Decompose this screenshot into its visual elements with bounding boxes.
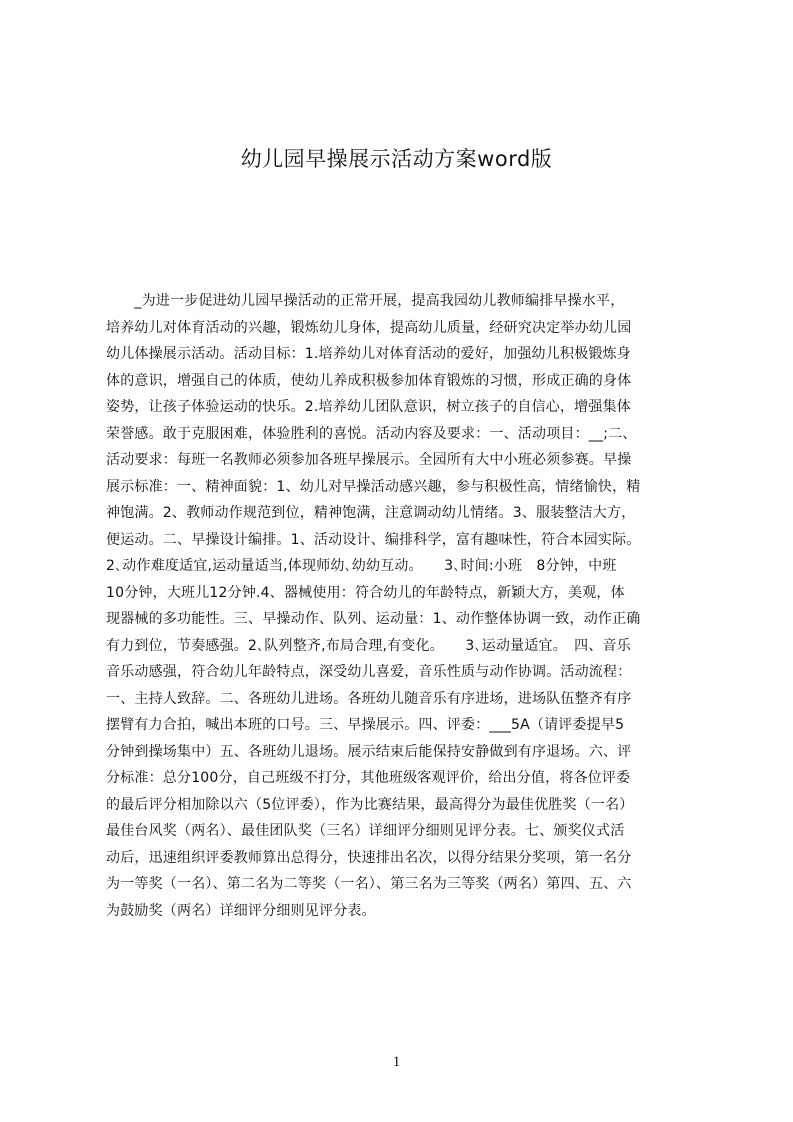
body-line: 荣誉感。敢于克服困难，体验胜利的喜悦。活动内容及要求：一、活动项目：__;二、 [106, 425, 637, 442]
document-title: 幼儿园早操展示活动方案word版 [240, 147, 553, 171]
body-line: 便运动。二、早操设计编排。1、活动设计、编排科学，富有趣味性，符合本园实际。 [106, 531, 641, 548]
body-line: 现器械的多功能性。三、早操动作、队列、运动量：1、动作整体协调一致，动作正确 [106, 611, 641, 627]
body-line: 摆臂有力合拍，喊出本班的口号。三、早操展示。四、评委：___5A（请评委提早5 [106, 717, 625, 733]
body-line: 音乐动感强，符合幼儿年龄特点，深受幼儿喜爱，音乐性质与动作协调。活动流程： [106, 664, 632, 680]
body-line: 体的意识，增强自己的体质，使幼儿养成积极参加体育锻炼的习惯，形成正确的身体 [106, 372, 632, 389]
body-line: 培养幼儿对体育活动的兴趣，锻炼幼儿身体，提高幼儿质量，经研究决定举办幼儿园 [106, 319, 632, 336]
body-line: 分标准：总分100分，自己班级不打分，其他班级客观评价，给出分值，将各位评委 [106, 770, 631, 786]
body-line: 姿势，让孩子体验运动的快乐。2.培养幼儿团队意识，树立孩子的自信心，增强集体 [106, 399, 631, 415]
body-line: 为鼓励奖（两名）详细评分细则见评分表。 [106, 902, 376, 919]
body-line: 展示标准：一、精神面貌：1、幼儿对早操活动感兴趣，参与积极性高，情绪愉快，精 [106, 478, 641, 495]
body-line: 的最后评分相加除以六（5位评委），作为比赛结果，最高得分为最佳优胜奖（一名） [106, 796, 634, 813]
body-line: 最佳台风奖（两名）、最佳团队奖（三名）详细评分细则见评分表。七、颁奖仪式活 [106, 823, 625, 839]
body-line: 一、主持人致辞。二、各班幼儿进场。各班幼儿随音乐有序进场，进场队伍整齐有序 [106, 690, 632, 707]
body-line: 神饱满。2、教师动作规范到位，精神饱满，注意调动幼儿情绪。3、服装整洁大方， [106, 505, 636, 521]
body-line: _为进一步促进幼儿园早操活动的正常开展，提高我园幼儿教师编排早操水平， [106, 293, 625, 309]
body-line: 动后，迅速组织评委教师算出总得分，快速排出名次，以得分结果分奖项，第一名分 [106, 849, 632, 866]
body-text [106, 288, 698, 948]
body-line: 幼儿体操展示活动。活动目标：1.培养幼儿对体育活动的爱好，加强幼儿积极锻炼身 [106, 346, 631, 362]
body-line: 分钟到操场集中）五、各班幼儿退场。展示结束后能保持安静做到有序退场。六、评 [106, 743, 632, 760]
body-line: 为一等奖（一名）、第二名为二等奖（一名）、第三名为三等奖（两名）第四、五、六 [106, 876, 632, 892]
page-number: 1 [392, 1054, 401, 1070]
body-line: 2､动作难度适宜,运动量适当,体现师幼､幼幼互动。 3､时间:小班 8分钟，中班 [106, 558, 617, 574]
body-line: 活动要求：每班一名教师必须参加各班早操展示。全园所有大中小班必须参赛。早操 [106, 452, 632, 468]
body-line: 10分钟，大班儿12分钟.4、器械使用：符合幼儿的年龄特点，新颖大方，美观，体 [106, 584, 625, 601]
body-line: 有力到位，节奏感强。2､队列整齐,布局合理,有变化。 3､运动量适宜。 四、音乐 [106, 637, 631, 654]
